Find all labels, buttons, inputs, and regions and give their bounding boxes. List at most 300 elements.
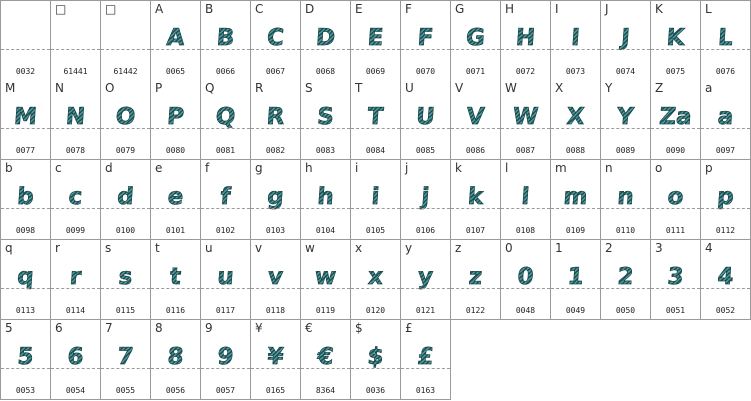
glyph-code: 0074	[615, 67, 636, 76]
glyph-char-label: p	[705, 161, 713, 175]
glyph-code: 0086	[465, 146, 486, 155]
glyph-code: 0099	[65, 226, 86, 235]
glyph-cell	[401, 160, 451, 240]
glyph-char-label: k	[455, 161, 462, 175]
glyph-char-label: E	[355, 2, 363, 16]
glyph-cell	[351, 320, 401, 400]
glyph-char-label: f	[205, 161, 210, 175]
glyph-code: 61442	[113, 67, 138, 76]
glyph-code: 0071	[465, 67, 486, 76]
baseline-divider	[701, 208, 750, 209]
glyph-sample: Q	[200, 102, 251, 132]
glyph-code: 0085	[415, 146, 436, 155]
glyph-sample: U	[400, 102, 451, 132]
glyph-cell	[151, 160, 201, 240]
baseline-divider	[101, 288, 150, 289]
glyph-cell	[251, 0, 301, 81]
baseline-divider	[701, 128, 750, 129]
glyph-cell	[451, 240, 501, 320]
glyph-cell	[151, 320, 201, 400]
glyph-char-label: L	[705, 2, 712, 16]
glyph-sample: A	[150, 23, 201, 53]
glyph-code: 0165	[265, 386, 286, 395]
glyph-cell	[101, 0, 151, 81]
glyph-sample: F	[400, 23, 451, 53]
glyph-code: 0048	[515, 306, 536, 315]
glyph-cell	[51, 160, 101, 240]
baseline-divider	[551, 128, 600, 129]
glyph-code: 0103	[265, 226, 286, 235]
glyph-code: 0080	[165, 146, 186, 155]
baseline-divider	[1, 208, 50, 209]
glyph-code: 0110	[615, 226, 636, 235]
glyph-sample: D	[300, 23, 351, 53]
baseline-divider	[351, 368, 400, 369]
glyph-sample: Y	[600, 102, 651, 132]
glyph-char-label: z	[455, 241, 462, 255]
baseline-divider	[251, 128, 300, 129]
glyph-char-label: t	[155, 241, 160, 255]
glyph-cell	[151, 0, 201, 81]
glyph-cell	[601, 160, 651, 240]
glyph-char-label: d	[105, 161, 113, 175]
glyph-sample: B	[200, 23, 251, 53]
baseline-divider	[201, 208, 250, 209]
baseline-divider	[601, 128, 650, 129]
glyph-code: 0068	[315, 67, 336, 76]
glyph-cell	[551, 160, 601, 240]
glyph-char-label: 9	[205, 321, 213, 335]
glyph-code: 0069	[365, 67, 386, 76]
glyph-char-label: Y	[605, 81, 613, 95]
glyph-sample: W	[500, 102, 551, 132]
baseline-divider	[401, 128, 450, 129]
glyph-code: 0118	[265, 306, 286, 315]
glyph-cell	[401, 80, 451, 160]
baseline-divider	[301, 49, 350, 50]
glyph-code: 0070	[415, 67, 436, 76]
baseline-divider	[301, 128, 350, 129]
glyph-sample: 7	[100, 342, 151, 372]
glyph-code: 0073	[565, 67, 586, 76]
glyph-char-label: W	[505, 81, 517, 95]
glyph-cell	[301, 320, 351, 400]
glyph-cell	[351, 240, 401, 320]
glyph-code: 0113	[15, 306, 36, 315]
glyph-char-label: J	[605, 2, 609, 16]
baseline-divider	[651, 208, 700, 209]
baseline-divider	[401, 288, 450, 289]
glyph-code: 0120	[365, 306, 386, 315]
glyph-code: 0117	[215, 306, 236, 315]
glyph-code: 0097	[715, 146, 736, 155]
baseline-divider	[351, 288, 400, 289]
glyph-code: 0054	[65, 386, 86, 395]
glyph-char-label: P	[155, 81, 163, 95]
glyph-sample: M	[0, 102, 51, 132]
glyph-char-label: T	[355, 81, 363, 95]
glyph-sample: L	[700, 23, 751, 53]
baseline-divider	[501, 49, 550, 50]
glyph-cell	[351, 80, 401, 160]
glyph-cell	[251, 240, 301, 320]
glyph-cell	[651, 240, 701, 320]
glyph-sample: 9	[200, 342, 251, 372]
glyph-char-label: e	[155, 161, 163, 175]
glyph-cell	[501, 240, 551, 320]
glyph-char-label: u	[205, 241, 213, 255]
glyph-cell	[451, 80, 501, 160]
glyph-sample: O	[100, 102, 151, 132]
glyph-cell	[551, 80, 601, 160]
glyph-code: 0101	[165, 226, 186, 235]
glyph-char-label: a	[705, 81, 713, 95]
glyph-cell	[51, 80, 101, 160]
glyph-char-label: 8	[155, 321, 163, 335]
glyph-char-label: w	[305, 241, 315, 255]
glyph-sample: £	[400, 342, 451, 372]
glyph-cell	[201, 0, 251, 81]
glyph-char-label: □	[55, 2, 67, 16]
glyph-sample: V	[450, 102, 501, 132]
glyph-sample: J	[600, 23, 651, 53]
baseline-divider	[201, 49, 250, 50]
glyph-code: 0081	[215, 146, 236, 155]
glyph-code: 0053	[15, 386, 36, 395]
glyph-code: 0115	[115, 306, 136, 315]
glyph-code: 0032	[15, 67, 36, 76]
glyph-code: 0119	[315, 306, 336, 315]
glyph-code: 0056	[165, 386, 186, 395]
baseline-divider	[201, 288, 250, 289]
baseline-divider	[551, 208, 600, 209]
glyph-code: 0112	[715, 226, 736, 235]
glyph-code: 0122	[465, 306, 486, 315]
glyph-code: 0083	[315, 146, 336, 155]
baseline-divider	[101, 49, 150, 50]
glyph-char-label: M	[5, 81, 16, 95]
glyph-sample: 2	[600, 262, 651, 292]
glyph-cell	[401, 320, 451, 400]
glyph-cell	[201, 160, 251, 240]
baseline-divider	[401, 49, 450, 50]
glyph-code: 0067	[265, 67, 286, 76]
glyph-cell	[51, 240, 101, 320]
glyph-cell	[351, 160, 401, 240]
glyph-code: 0163	[415, 386, 436, 395]
glyph-code: 0078	[65, 146, 86, 155]
glyph-char-label: H	[505, 2, 515, 16]
glyph-cell	[0, 80, 51, 160]
glyph-char-label: U	[405, 81, 414, 95]
glyph-cell	[301, 160, 351, 240]
glyph-cell	[0, 240, 51, 320]
glyph-char-label: F	[405, 2, 412, 16]
glyph-code: 0051	[665, 306, 686, 315]
glyph-sample: R	[250, 102, 301, 132]
glyph-sample: E	[350, 23, 401, 53]
glyph-cell	[651, 0, 701, 81]
glyph-sample: j	[400, 182, 451, 212]
glyph-cell	[301, 240, 351, 320]
glyph-sample: s	[100, 262, 151, 292]
baseline-divider	[51, 208, 100, 209]
glyph-cell	[51, 0, 101, 81]
glyph-code: 0111	[665, 226, 686, 235]
glyph-sample: h	[300, 182, 351, 212]
glyph-sample: H	[500, 23, 551, 53]
baseline-divider	[701, 49, 750, 50]
glyph-sample: 8	[150, 342, 201, 372]
glyph-char-label: ¥	[255, 321, 263, 335]
glyph-sample: I	[550, 23, 601, 53]
glyph-sample: p	[700, 182, 751, 212]
glyph-cell	[301, 80, 351, 160]
glyph-char-label: q	[5, 241, 13, 255]
baseline-divider	[251, 49, 300, 50]
glyph-sample: 0	[500, 262, 551, 292]
glyph-sample: l	[500, 182, 551, 212]
baseline-divider	[1, 368, 50, 369]
glyph-char-label: C	[255, 2, 264, 16]
glyph-code: 0089	[615, 146, 636, 155]
glyph-cell	[601, 80, 651, 160]
baseline-divider	[651, 128, 700, 129]
glyph-char-label: b	[5, 161, 13, 175]
glyph-cell	[351, 0, 401, 81]
glyph-char-label: X	[555, 81, 564, 95]
glyph-sample: x	[350, 262, 401, 292]
glyph-char-label: I	[555, 2, 559, 16]
glyph-char-label: 4	[705, 241, 713, 255]
glyph-sample: i	[350, 182, 401, 212]
glyph-sample: C	[250, 23, 301, 53]
baseline-divider	[551, 288, 600, 289]
glyph-code: 0121	[415, 306, 436, 315]
baseline-divider	[601, 49, 650, 50]
baseline-divider	[101, 368, 150, 369]
glyph-sample: k	[450, 182, 501, 212]
glyph-cell	[251, 160, 301, 240]
glyph-sample: n	[600, 182, 651, 212]
glyph-code: 0082	[265, 146, 286, 155]
baseline-divider	[251, 368, 300, 369]
glyph-code: 0116	[165, 306, 186, 315]
glyph-code: 8364	[315, 386, 336, 395]
glyph-sample: r	[50, 262, 101, 292]
glyph-char-label: 7	[105, 321, 113, 335]
glyph-char-label: v	[255, 241, 263, 255]
glyph-char-label: x	[355, 241, 363, 255]
baseline-divider	[351, 49, 400, 50]
baseline-divider	[1, 128, 50, 129]
glyph-code: 0052	[715, 306, 736, 315]
glyph-char-label: 1	[555, 241, 563, 255]
glyph-cell	[401, 0, 451, 81]
glyph-char-label: 5	[5, 321, 13, 335]
glyph-cell	[101, 80, 151, 160]
baseline-divider	[1, 288, 50, 289]
baseline-divider	[401, 208, 450, 209]
baseline-divider	[651, 49, 700, 50]
glyph-char-label: Z	[655, 81, 664, 95]
glyph-code: 0036	[365, 386, 386, 395]
glyph-code: 0104	[315, 226, 336, 235]
glyph-code: 0050	[615, 306, 636, 315]
baseline-divider	[51, 368, 100, 369]
glyph-cell	[501, 160, 551, 240]
baseline-divider	[551, 49, 600, 50]
glyph-code: 0057	[215, 386, 236, 395]
glyph-sample: a	[700, 102, 751, 132]
glyph-sample: q	[0, 262, 51, 292]
glyph-cell	[701, 240, 751, 320]
glyph-sample: c	[50, 182, 101, 212]
glyph-cell	[151, 240, 201, 320]
glyph-cell	[701, 0, 751, 81]
glyph-sample: z	[450, 262, 501, 292]
glyph-cell	[0, 320, 51, 400]
glyph-cell	[701, 160, 751, 240]
glyph-cell	[51, 320, 101, 400]
glyph-code: 0108	[515, 226, 536, 235]
glyph-sample: T	[350, 102, 401, 132]
glyph-cell	[0, 160, 51, 240]
glyph-char-label: 3	[655, 241, 663, 255]
glyph-char-label: S	[305, 81, 313, 95]
glyph-char-label: $	[355, 321, 363, 335]
glyph-cell	[201, 320, 251, 400]
glyph-char-label: O	[105, 81, 115, 95]
glyph-cell	[201, 80, 251, 160]
glyph-sample: S	[300, 102, 351, 132]
glyph-char-label: l	[505, 161, 509, 175]
glyph-code: 0072	[515, 67, 536, 76]
glyph-char-label: G	[455, 2, 465, 16]
glyph-cell	[151, 80, 201, 160]
glyph-char-label: D	[305, 2, 315, 16]
glyph-sample: G	[450, 23, 501, 53]
glyph-char-label: €	[305, 321, 313, 335]
glyph-cell	[501, 80, 551, 160]
glyph-cell	[251, 80, 301, 160]
glyph-cell	[601, 240, 651, 320]
baseline-divider	[601, 208, 650, 209]
baseline-divider	[151, 208, 200, 209]
glyph-code: 0105	[365, 226, 386, 235]
glyph-sample: m	[550, 182, 601, 212]
glyph-code: 0114	[65, 306, 86, 315]
glyph-cell	[501, 0, 551, 81]
glyph-sample: 6	[50, 342, 101, 372]
glyph-sample: Za	[650, 102, 701, 132]
baseline-divider	[151, 49, 200, 50]
glyph-sample: ¥	[250, 342, 301, 372]
glyph-code: 0084	[365, 146, 386, 155]
glyph-sample: b	[0, 182, 51, 212]
glyph-char-label: g	[255, 161, 263, 175]
glyph-sample: 4	[700, 262, 751, 292]
baseline-divider	[451, 49, 500, 50]
glyph-char-label: B	[205, 2, 214, 16]
glyph-char-label: y	[405, 241, 413, 255]
baseline-divider	[151, 128, 200, 129]
glyph-char-label: 0	[505, 241, 513, 255]
baseline-divider	[151, 368, 200, 369]
glyph-sample: P	[150, 102, 201, 132]
glyph-sample: 1	[550, 262, 601, 292]
glyph-sample: N	[50, 102, 101, 132]
glyph-cell	[0, 0, 51, 81]
glyph-cell	[701, 80, 751, 160]
baseline-divider	[401, 368, 450, 369]
glyph-sample: f	[200, 182, 251, 212]
glyph-code: 0065	[165, 67, 186, 76]
baseline-divider	[201, 368, 250, 369]
glyph-cell	[401, 240, 451, 320]
glyph-sample: g	[250, 182, 301, 212]
glyph-char-label: j	[405, 161, 409, 175]
glyph-cell	[551, 240, 601, 320]
glyph-char-label: £	[405, 321, 413, 335]
glyph-char-label: 6	[55, 321, 63, 335]
glyph-cell	[101, 240, 151, 320]
glyph-code: 0077	[15, 146, 36, 155]
glyph-char-label: o	[655, 161, 663, 175]
glyph-cell	[101, 320, 151, 400]
glyph-code: 0055	[115, 386, 136, 395]
glyph-code: 0100	[115, 226, 136, 235]
baseline-divider	[251, 208, 300, 209]
glyph-sample: u	[200, 262, 251, 292]
glyph-char-label: R	[255, 81, 264, 95]
glyph-sample: d	[100, 182, 151, 212]
glyph-code: 0049	[565, 306, 586, 315]
glyph-char-label: s	[105, 241, 112, 255]
glyph-char-label: □	[105, 2, 117, 16]
glyph-cell	[601, 0, 651, 81]
glyph-cell	[451, 0, 501, 81]
glyph-sample: X	[550, 102, 601, 132]
baseline-divider	[351, 208, 400, 209]
glyph-sample: o	[650, 182, 701, 212]
glyph-code: 0098	[15, 226, 36, 235]
baseline-divider	[301, 368, 350, 369]
baseline-divider	[451, 128, 500, 129]
baseline-divider	[601, 288, 650, 289]
glyph-cell	[251, 320, 301, 400]
glyph-sample: e	[150, 182, 201, 212]
baseline-divider	[151, 288, 200, 289]
baseline-divider	[101, 208, 150, 209]
glyph-char-label: A	[155, 2, 164, 16]
glyph-char-label: r	[55, 241, 60, 255]
baseline-divider	[51, 49, 100, 50]
baseline-divider	[501, 128, 550, 129]
glyph-cell	[651, 80, 701, 160]
baseline-divider	[301, 288, 350, 289]
glyph-sample: y	[400, 262, 451, 292]
glyph-sample: K	[650, 23, 701, 53]
glyph-code: 0109	[565, 226, 586, 235]
baseline-divider	[301, 208, 350, 209]
glyph-char-label: h	[305, 161, 313, 175]
glyph-char-label: K	[655, 2, 663, 16]
glyph-char-label: n	[605, 161, 613, 175]
glyph-code: 0102	[215, 226, 236, 235]
glyph-char-label: Q	[205, 81, 215, 95]
baseline-divider	[51, 288, 100, 289]
